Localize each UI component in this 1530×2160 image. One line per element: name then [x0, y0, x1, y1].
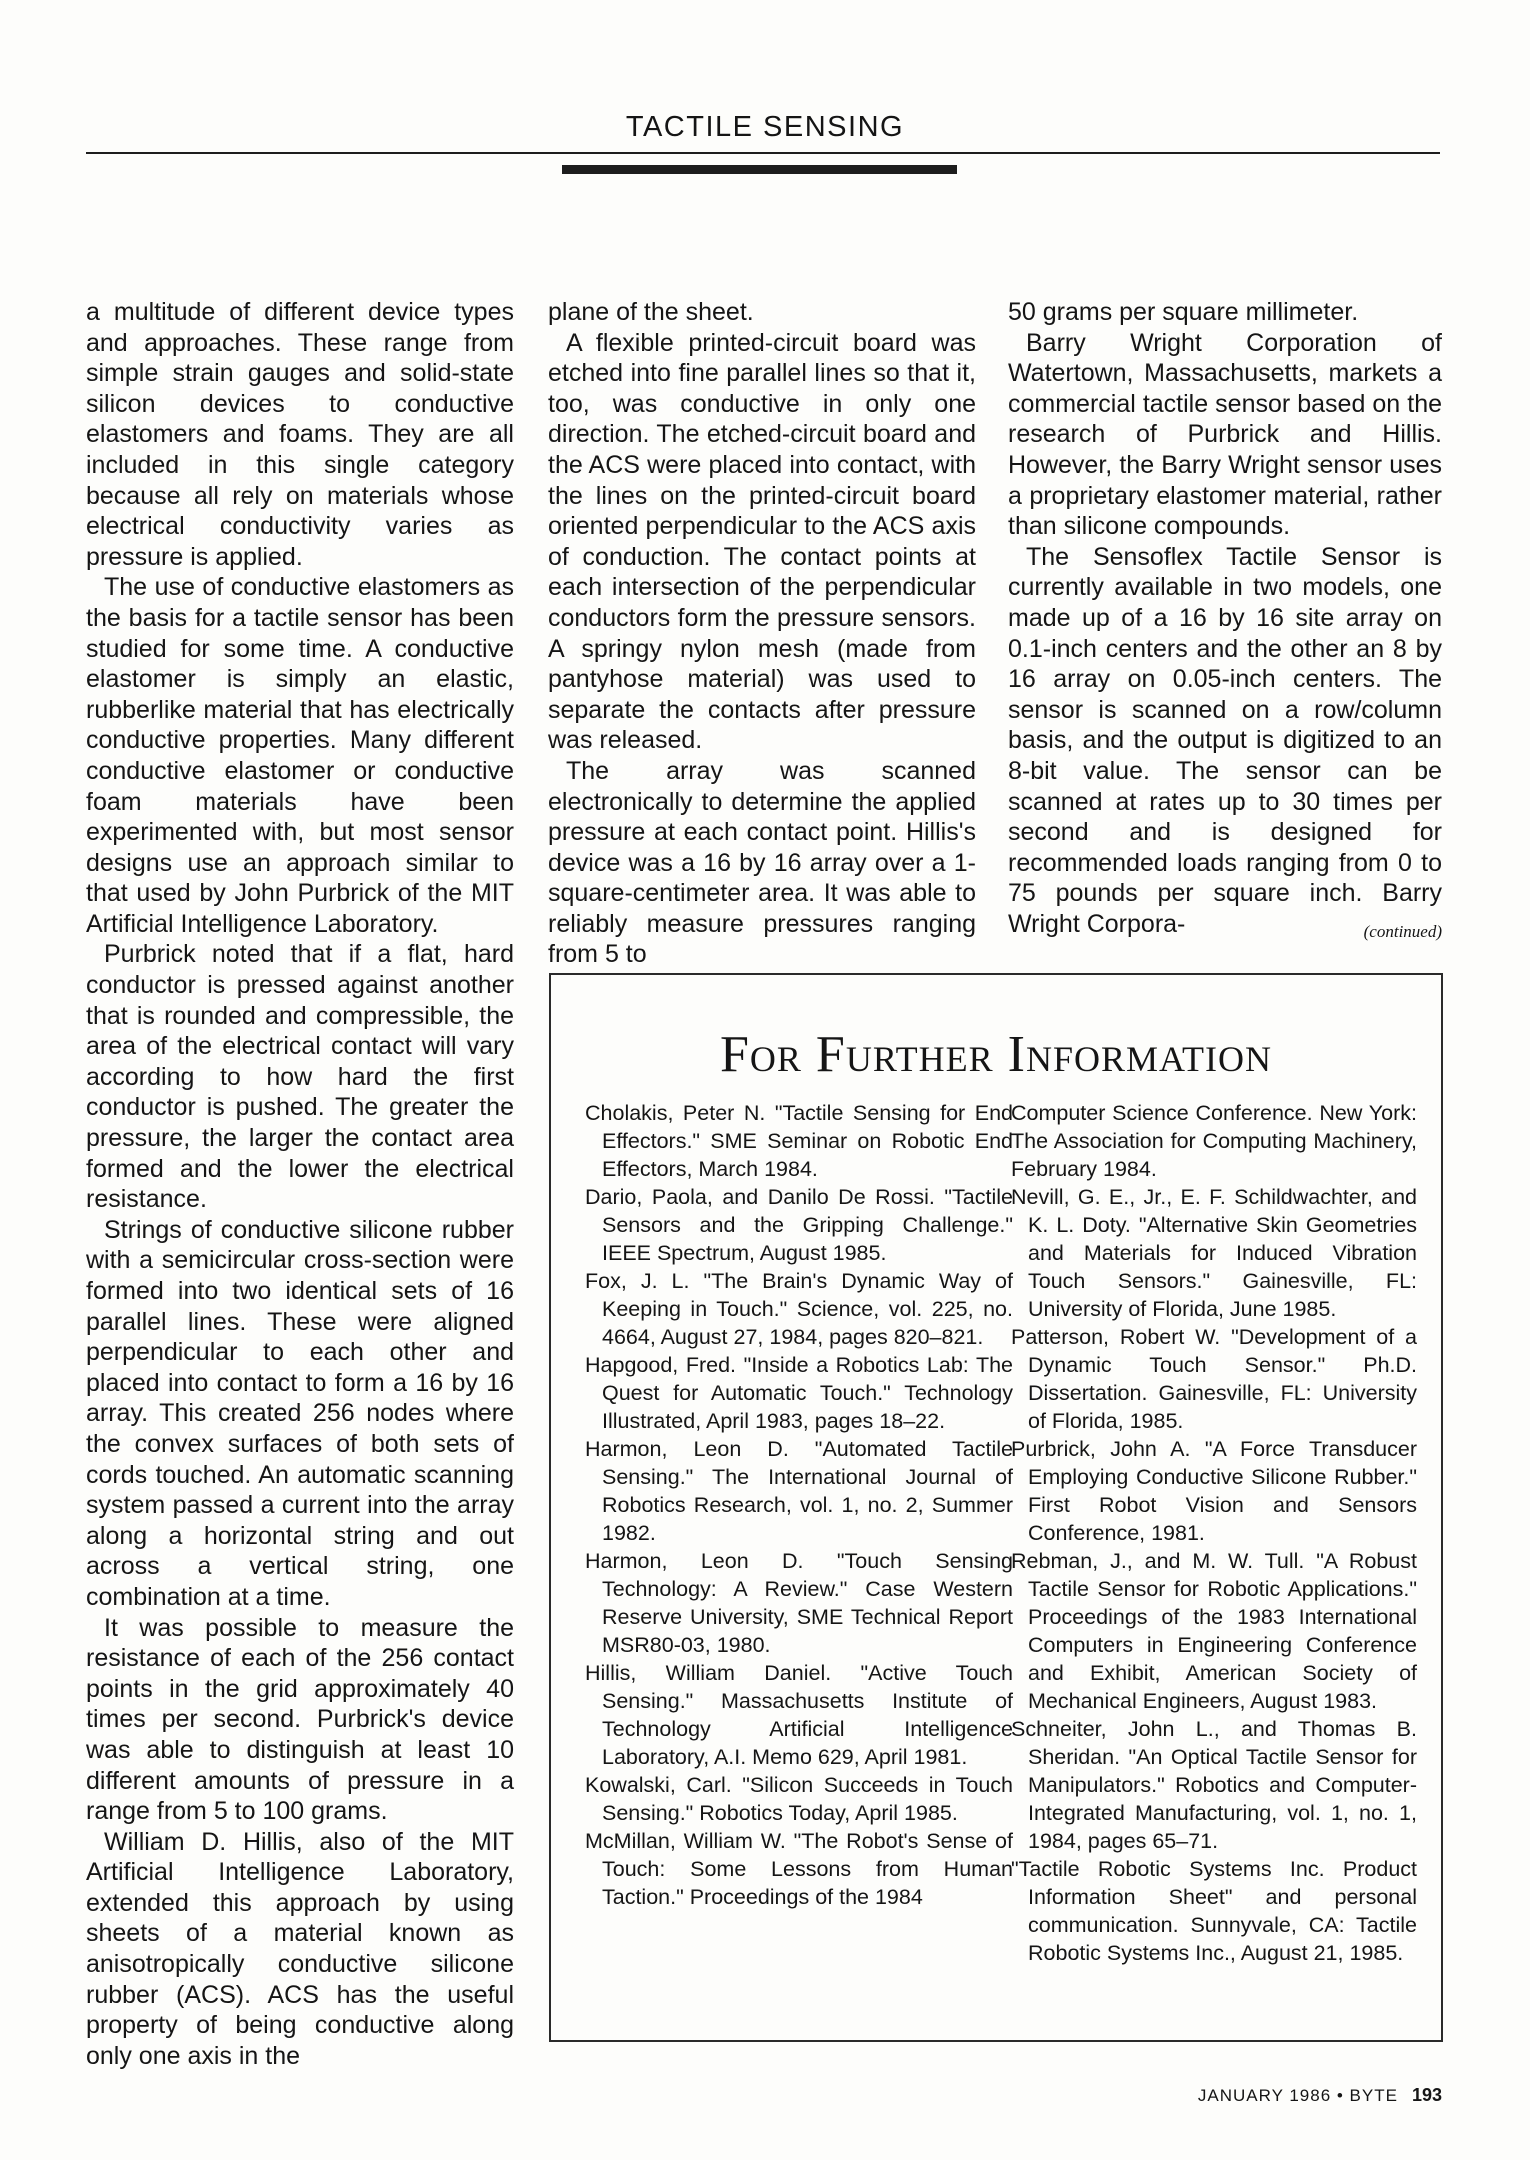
footer-issue: JANUARY 1986 • BYTE: [1197, 2086, 1398, 2105]
page-footer: [1198, 2085, 1442, 2106]
page-header-title: TACTILE SENSING: [625, 111, 905, 143]
paragraph: It was possible to measure the resistance of each of the 256 contact points in the grid approximately 40 times per second. Purbrick's device was able to distinguish at least 10 different amounts of pressure in a range from 5 to 100 grams.: [86, 1613, 514, 1826]
references-column-1: [585, 1099, 1013, 1911]
article-column-1: [86, 297, 514, 2071]
references-column-2: [1011, 1099, 1417, 1967]
paragraph: The use of conductive elastomers as the basis for a tactile sensor has been studied for some time. A conductive elastomer is simply an elastic, rubberlike material that has electrically conductive properties. Many different conductive elastomer or conductive foam materials have been experimented with, but most sensor designs use an approach similar to that used by John Purbrick of the MIT Artificial Intelligence Laboratory.: [86, 573, 514, 938]
paragraph: 50 grams per square millimeter.: [1008, 298, 1359, 326]
reference-item: Patterson, Robert W. "Development of a Dynamic Touch Sensor." Ph.D. Dissertation. Gainesville, FL: University of Florida, 1985.: [1011, 1325, 1417, 1433]
reference-item: Hillis, William Daniel. "Active Touch Sensing." Massachusetts Institute of Technology Artificial Intelligence Laboratory, A.I. Memo 629, April 1981.: [585, 1661, 1013, 1769]
paragraph: A flexible printed-circuit board was etched into fine parallel lines so that it, too, was conductive in only one direction. The etched-circuit board and the ACS were placed into contact, with the lines on the printed-circuit board oriented perpendicular to the ACS axis of conduction. The contact points at each intersection of the perpendicular conductors form the pressure sensors. A springy nylon mesh (made from pantyhose material) was used to separate the contacts after pressure was released.: [548, 328, 976, 755]
reference-item: McMillan, William W. "The Robot's Sense of Touch: Some Lessons from Human Taction." Proceedings of the 1984: [585, 1829, 1013, 1909]
header-rule: [86, 152, 1440, 154]
reference-item: Harmon, Leon D. "Touch Sensing Technology: A Review." Case Western Reserve University, SME Technical Report MSR80-03, 1980.: [585, 1549, 1013, 1657]
header-bar: [562, 165, 957, 174]
paragraph: Barry Wright Corporation of Watertown, Massachusetts, markets a commercial tactile sensor based on the research of Purbrick and Hillis. However, the Barry Wright sensor uses a proprietary elastomer material, rather than silicone compounds.: [1008, 328, 1442, 541]
reference-item-continuation: Computer Science Conference. New York: The Association for Computing Machinery, February 1984.: [1011, 1101, 1417, 1181]
reference-item: Cholakis, Peter N. "Tactile Sensing for End Effectors." SME Seminar on Robotic End Effectors, March 1984.: [585, 1101, 1013, 1181]
further-information-box: [549, 973, 1443, 2042]
paragraph: William D. Hillis, also of the MIT Artificial Intelligence Laboratory, extended this approach by using sheets of a material known as anisotropically conductive silicone rubber (ACS). ACS has the useful property of being conductive along only one axis in the: [86, 1827, 514, 2070]
reference-item: Harmon, Leon D. "Automated Tactile Sensing." The International Journal of Robotics Research, vol. 1, no. 2, Summer 1982.: [585, 1437, 1013, 1545]
page-number: 193: [1411, 2085, 1442, 2105]
reference-item: "Tactile Robotic Systems Inc. Product Information Sheet" and personal communication. Sunnyvale, CA: Tactile Robotic Systems Inc., August 21, 1985.: [1011, 1857, 1417, 1965]
paragraph: a multitude of different device types and approaches. These range from simple strain gauges and solid-state silicon devices to conductive elastomers and foams. They are all included in this single category because all rely on materials whose electrical conductivity varies as pressure is applied.: [86, 298, 514, 571]
reference-item: Fox, J. L. "The Brain's Dynamic Way of Keeping in Touch." Science, vol. 225, no. 4664, August 27, 1984, pages 820–821.: [585, 1269, 1013, 1349]
article-column-3: [1008, 297, 1442, 939]
reference-item: Nevill, G. E., Jr., E. F. Schildwachter, and K. L. Doty. "Alternative Skin Geometries and Materials for Induced Vibration Touch Sensors." Gainesville, FL: University of Florida, June 1985.: [1011, 1185, 1417, 1321]
reference-item: Hapgood, Fred. "Inside a Robotics Lab: The Quest for Automatic Touch." Technology Illustrated, April 1983, pages 18–22.: [585, 1353, 1013, 1433]
paragraph: The array was scanned electronically to determine the applied pressure at each contact point. Hillis's device was a 16 by 16 array over a 1-square-centimeter area. It was able to reliably measure pressures ranging from 5 to: [548, 756, 976, 969]
article-column-2: [548, 297, 976, 970]
reference-item: Dario, Paola, and Danilo De Rossi. "Tactile Sensors and the Gripping Challenge." IEEE Spectrum, August 1985.: [585, 1185, 1013, 1265]
paragraph: Strings of conductive silicone rubber with a semicircular cross-section were formed into two identical sets of 16 parallel lines. These were aligned perpendicular to each other and placed into contact to form a 16 by 16 array. This created 256 nodes where the convex surfaces of both sets of cords touched. An automatic scanning system passed a current into the array along a horizontal string and out across a vertical string, one combination at a time.: [86, 1215, 514, 1611]
reference-item: Kowalski, Carl. "Silicon Succeeds in Touch Sensing." Robotics Today, April 1985.: [585, 1773, 1013, 1825]
reference-item: Rebman, J., and M. W. Tull. "A Robust Tactile Sensor for Robotic Applications." Proceedings of the 1983 International Computers in Engineering Conference and Exhibit, American Society of Mechanical Engineers, August 1983.: [1011, 1549, 1417, 1713]
continued-note: (continued): [1363, 922, 1442, 941]
reference-item: Purbrick, John A. "A Force Transducer Employing Conductive Silicone Rubber." First Robot Vision and Sensors Conference, 1981.: [1011, 1437, 1417, 1545]
paragraph: Purbrick noted that if a flat, hard conductor is pressed against another that is rounded and compressible, the area of the electrical contact will vary according to how hard the first conductor is pushed. The greater the pressure, the larger the contact area formed and the lower the electrical resistance.: [86, 940, 514, 1214]
paragraph: plane of the sheet.: [548, 298, 754, 326]
reference-item: Schneiter, John L., and Thomas B. Sheridan. "An Optical Tactile Sensor for Manipulators." Robotics and Computer-Integrated Manufacturing, vol. 1, no. 1, 1984, pages 65–71.: [1011, 1717, 1417, 1853]
further-information-title: For Further Information: [719, 1026, 1273, 1083]
paragraph: The Sensoflex Tactile Sensor is currently available in two models, one made up of a 16 by 16 site array on 0.1-inch centers and the other an 8 by 16 array on 0.05-inch centers. The sensor is scanned on a row/column basis, and the output is digitized to an 8-bit value. The sensor can be scanned at rates up to 30 times per second and is designed for recommended loads ranging from 0 to 75 pounds per square inch. Barry Wright Corpora-: [1008, 542, 1442, 938]
